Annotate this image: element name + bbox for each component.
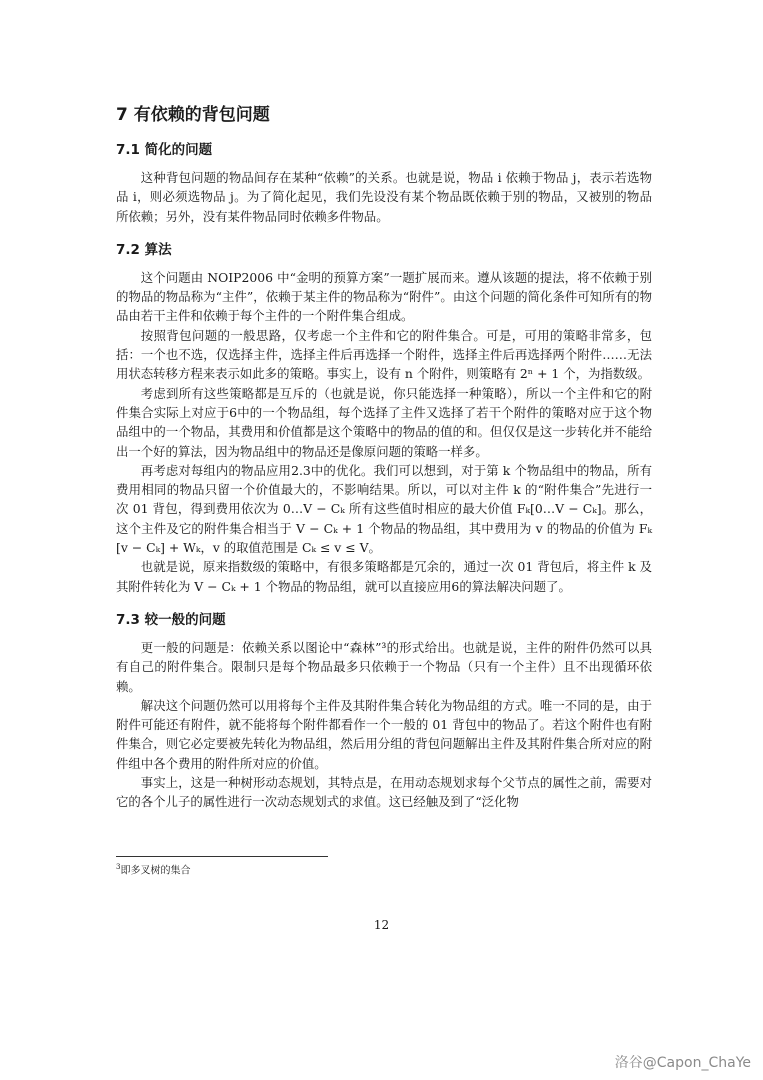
paragraph: 按照背包问题的一般思路，仅考虑一个主件和它的附件集合。可是，可用的策略非常多，包括：一个也不选，仅选择主件，选择主件后再选择一个附件，选择主件后再选择两个附件……无法用状态转移方程来表示如此多的策略。事实上，设有 n 个附件，则策略有 2ⁿ + 1 个，为指数级。 bbox=[116, 327, 652, 382]
paragraph: 考虑到所有这些策略都是互斥的（也就是说，你只能选择一种策略），所以一个主件和它的附件集合实际上对应于6中的一个物品组，每个选择了主件又选择了若干个附件的策略对应于这个物品组中的一个物品，其费用和价值都是这个策略中的物品的值的和。但仅仅是这一步转化并不能给出一个好的算法，因为物品组中的物品还是像原问题的策略一样多。 bbox=[116, 385, 652, 459]
footnote-divider bbox=[116, 856, 328, 857]
footnote bbox=[116, 860, 190, 878]
footnote-mark: 3 bbox=[116, 863, 121, 871]
section-title: 7.3 较一般的问题 bbox=[116, 611, 226, 628]
paragraph: 也就是说，原来指数级的策略中，有很多策略都是冗余的，通过一次 01 背包后，将主件 k 及其附件转化为 V − Cₖ + 1 个物品的物品组，就可以直接应用6的算法解决问题了。 bbox=[116, 559, 652, 594]
page-content bbox=[116, 104, 652, 826]
page-number: 12 bbox=[373, 918, 390, 932]
paragraph: 再考虑对每组内的物品应用2.3中的优化。我们可以想到，对于第 k 个物品组中的物品，所有费用相同的物品只留一个价值最大的，不影响结果。所以，可以对主件 k 的“附件集合”先进行一次 01 背包，得到费用依次为 0…V − Cₖ 所有这些值时相应的最大价值 Fₖ[0…V − Cₖ]。那么，这个主件及它的附件集合相当于 V − Cₖ + 1 个物品的物品组，其中费用为 v 的物品的价值为 Fₖ[v − Cₖ] + Wₖ，v 的取值范围是 Cₖ ≤ v ≤ V。 bbox=[116, 462, 652, 556]
section-7-3 bbox=[116, 610, 652, 812]
paragraph: 事实上，这是一种树形动态规划，其特点是，在用动态规划求每个父节点的属性之前，需要对它的各个儿子的属性进行一次动态规划式的求值。这已经触及到了“泛化物 bbox=[116, 775, 652, 810]
paragraph: 解决这个问题仍然可以用将每个主件及其附件集合转化为物品组的方式。唯一不同的是，由于附件可能还有附件，就不能将每个附件都看作一个一般的 01 背包中的物品了。若这个附件也有附件集合，则它必定要被先转化为物品组，然后用分组的背包问题解出主件及其附件集合所对应的附件组中各个费用的附件所对应的价值。 bbox=[116, 697, 652, 771]
paragraph: 更一般的问题是：依赖关系以图论中“森林”³的形式给出。也就是说，主件的附件仍然可以具有自己的附件集合。限制只是每个物品最多只依赖于一个物品（只有一个主件）且不出现循环依赖。 bbox=[116, 639, 652, 694]
section-title: 7.2 算法 bbox=[116, 241, 172, 258]
watermark: 洛谷@Capon_ChaYe bbox=[614, 1055, 751, 1071]
footnote-text: 即多叉树的集合 bbox=[120, 865, 191, 877]
chapter-title: 7 有依赖的背包问题 bbox=[116, 105, 270, 125]
paragraph: 这个问题由 NOIP2006 中“金明的预算方案”一题扩展而来。遵从该题的提法，将不依赖于别的物品的物品称为“主件”，依赖于某主件的物品称为“附件”。由这个问题的简化条件可知所有的物品由若干主件和依赖于每个主件的一个附件集合组成。 bbox=[116, 269, 652, 324]
section-7-2 bbox=[116, 240, 652, 596]
section-7-1 bbox=[116, 140, 652, 226]
section-title: 7.1 简化的问题 bbox=[116, 142, 213, 158]
paragraph: 这种背包问题的物品间存在某种“依赖”的关系。也就是说，物品 i 依赖于物品 j，表示若选物品 i，则必须选物品 j。为了简化起见，我们先设没有某个物品既依赖于别的物品，又被别的物品所依赖；另外，没有某件物品同时依赖多件物品。 bbox=[116, 170, 652, 224]
